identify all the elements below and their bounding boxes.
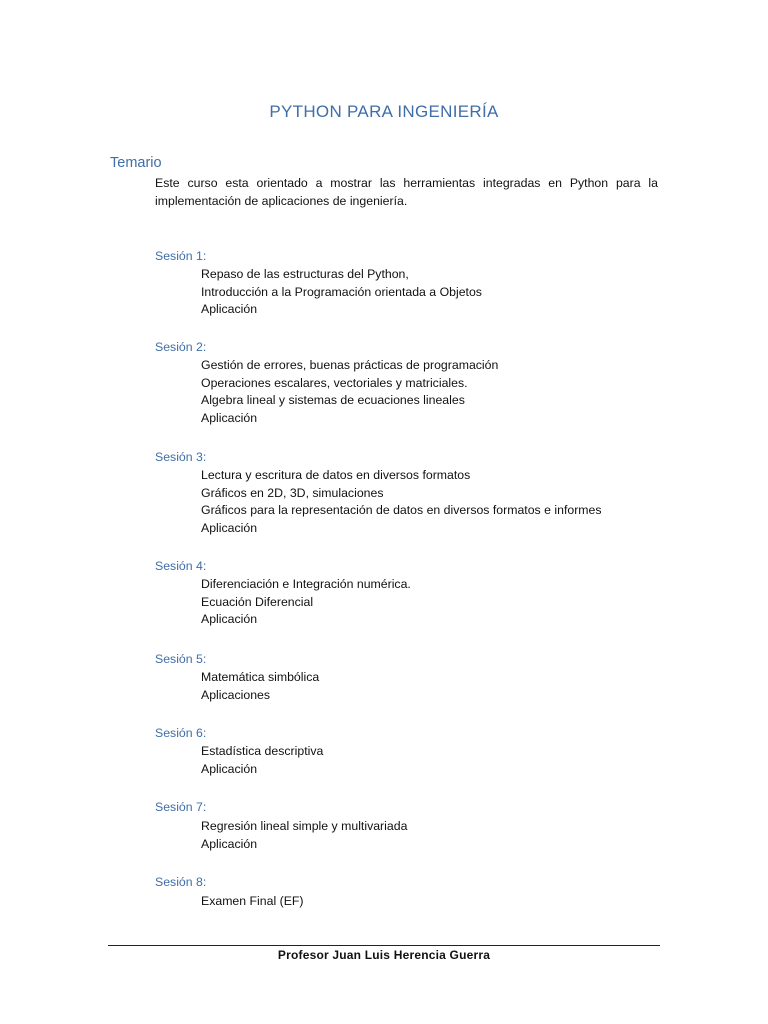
session-items [201,743,323,778]
session-item: Gestión de errores, buenas prácticas de programación [201,358,499,372]
session-item: Examen Final (EF) [201,894,304,908]
session-items [201,576,411,629]
session-label: Sesión 2: [155,340,207,354]
session-item: Aplicación [201,612,258,627]
session-items [201,357,498,427]
footer-author: Profesor Juan Luis Herencia Guerra [277,948,491,962]
session-label: Sesión 4: [155,559,207,573]
session-item: Introducción a la Programación orientada a Objetos [201,284,482,299]
session-item: Aplicación [201,836,258,851]
session-label: Sesión 1: [155,249,207,263]
session-item: Lectura y escritura de datos en diversos formatos [201,468,471,482]
session-label: Sesión 5: [155,652,207,666]
session-item: Aplicación [201,302,258,317]
session-items [201,818,407,853]
session-items [201,467,602,537]
section-heading: Temario [110,155,162,171]
page-title: PYTHON PARA INGENIERÍA [269,102,499,121]
session-item: Estadística descriptiva [201,744,324,758]
session-item: Aplicación [201,520,258,535]
session-item: Operaciones escalares, vectoriales y matriciales. [201,375,468,390]
session-items [201,893,304,911]
session-items [201,669,319,704]
session-item: Gráficos para la representación de datos en diversos formatos e informes [201,503,602,518]
session-item: Regresión lineal simple y multivariada [201,819,408,833]
session-label: Sesión 6: [155,726,207,740]
session-item: Repaso de las estructuras del Python, [201,267,409,281]
session-item: Gráficos en 2D, 3D, simulaciones [201,485,384,500]
session-label: Sesión 3: [155,450,207,464]
footer-divider [108,945,660,946]
intro-paragraph: Este curso esta orientado a mostrar las herramientas integradas en Python para la implementación de aplicaciones de ingeniería. [155,176,658,208]
session-item: Algebra lineal y sistemas de ecuaciones lineales [201,393,465,408]
session-item: Ecuación Diferencial [201,594,314,609]
session-item: Diferenciación e Integración numérica. [201,577,411,591]
session-item: Aplicaciones [201,687,271,702]
session-label: Sesión 8: [155,875,207,889]
session-item: Aplicación [201,761,258,776]
session-item: Matemática simbólica [201,670,320,684]
session-label: Sesión 7: [155,800,207,814]
session-item: Aplicación [201,410,258,425]
session-items [201,266,482,319]
